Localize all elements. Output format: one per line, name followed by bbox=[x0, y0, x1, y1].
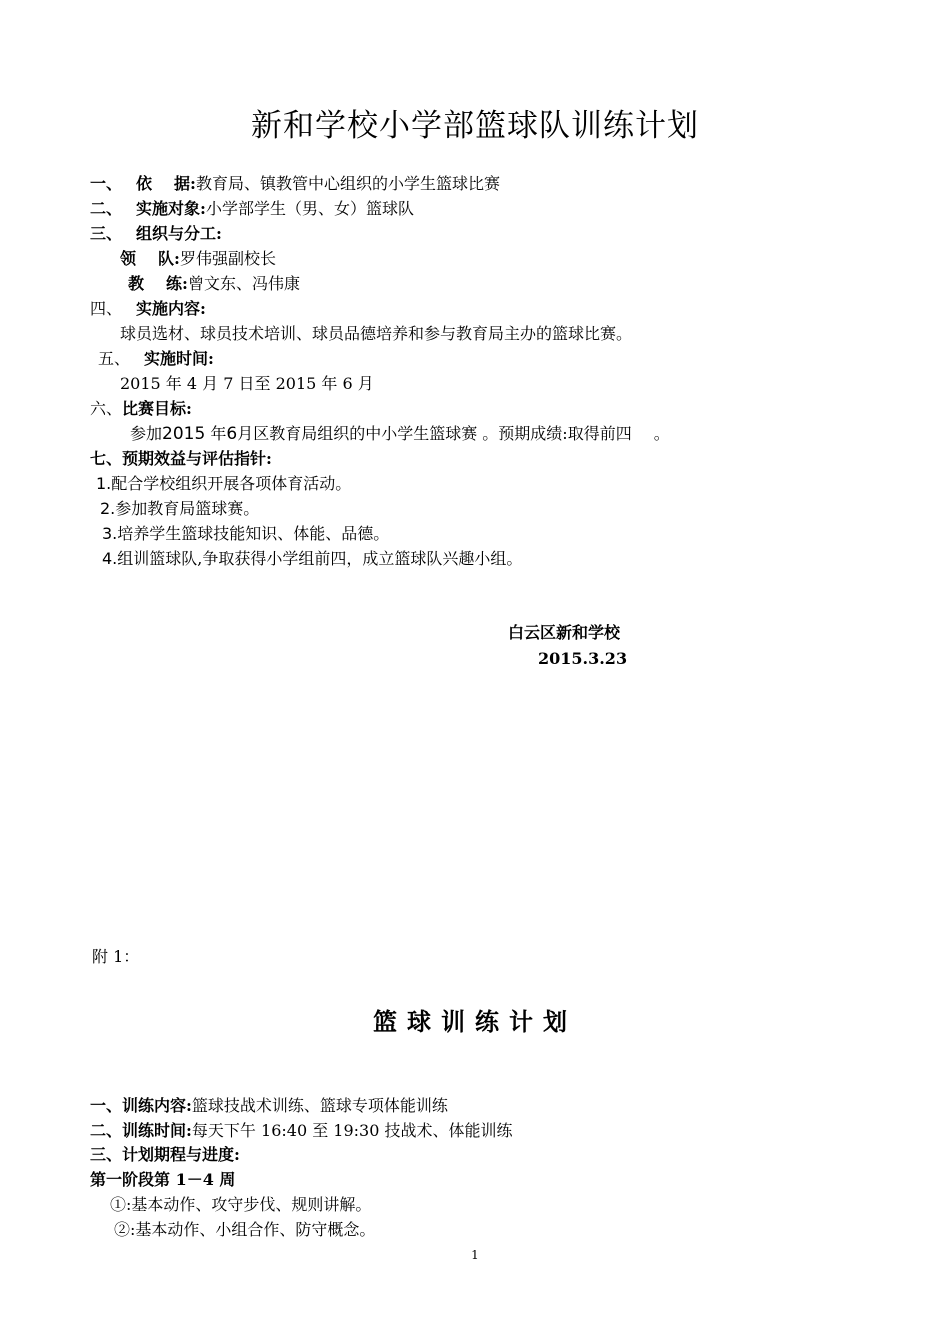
plan-label: 一、训练内容: bbox=[90, 1096, 192, 1115]
section-label: 据: bbox=[174, 174, 196, 193]
section-time-text: 2015 年 4 月 7 日至 2015 年 6 月 bbox=[120, 374, 374, 393]
goal-text-part: 月区教育局组织的中小学生篮球赛 。预期成绩:取得前四 bbox=[237, 424, 632, 443]
goal-text-part: 年 bbox=[210, 424, 227, 443]
section-content-text: 球员选材、球员技术培训、球员品德培养和参与教育局主办的篮球比赛。 bbox=[120, 324, 633, 343]
signature-org: 白云区新和学校 bbox=[508, 623, 621, 642]
section-label: 比赛目标: bbox=[122, 399, 192, 418]
section-number: 五、 bbox=[98, 349, 131, 368]
section-goal bbox=[90, 399, 192, 419]
plan-item: ②:基本动作、小组合作、防守概念。 bbox=[114, 1220, 376, 1239]
signature-date: 2015.3.23 bbox=[538, 649, 628, 668]
list-number: 1. bbox=[96, 474, 112, 493]
section-basis bbox=[90, 174, 500, 194]
section-label: 预期效益与评估指针: bbox=[122, 449, 272, 468]
team-leader bbox=[120, 249, 276, 269]
plan-text: 篮球技战术训练、篮球专项体能训练 bbox=[191, 1096, 448, 1115]
list-text: 培养学生篮球技能知识、体能、品德。 bbox=[117, 524, 390, 543]
role-text: 曾文东、冯伟康 bbox=[187, 274, 300, 293]
role-label: 练: bbox=[166, 274, 188, 293]
role-label: 教 bbox=[128, 274, 145, 293]
plan-content bbox=[90, 1096, 448, 1116]
section-benefits bbox=[90, 449, 272, 469]
section-organization bbox=[90, 224, 222, 244]
list-item bbox=[100, 499, 259, 519]
list-text: 配合学校组织开展各项体育活动。 bbox=[111, 474, 352, 493]
plan-text: 每天下午 16:40 至 19:30 技战术、体能训练 bbox=[191, 1121, 513, 1140]
list-text: 组训篮球队,争取获得小学组前四，成立篮球队兴趣小组。 bbox=[117, 549, 523, 568]
section-label: 实施对象: bbox=[136, 199, 206, 218]
list-item bbox=[102, 524, 389, 544]
section-target bbox=[90, 199, 414, 219]
list-text: 参加教育局篮球赛。 bbox=[115, 499, 260, 518]
section-text: 小学部学生（男、女）篮球队 bbox=[205, 199, 414, 218]
section-number: 六、 bbox=[90, 399, 123, 418]
goal-text-part: 参加 bbox=[130, 424, 163, 443]
goal-month: 6 bbox=[226, 424, 238, 444]
role-label: 队: bbox=[158, 249, 180, 268]
list-number: 4. bbox=[102, 549, 118, 568]
section-label: 依 bbox=[136, 174, 153, 193]
appendix-title: 篮球训练计划 bbox=[373, 1008, 577, 1036]
section-number: 二、 bbox=[90, 199, 123, 218]
appendix-label: 附 1： bbox=[92, 947, 140, 966]
role-text: 罗伟强副校长 bbox=[179, 249, 276, 268]
section-text: 教育局、镇教管中心组织的小学生篮球比赛 bbox=[195, 174, 500, 193]
role-label: 领 bbox=[120, 249, 137, 268]
plan-time bbox=[90, 1121, 513, 1141]
plan-stage: 第一阶段第 1－4 周 bbox=[90, 1170, 236, 1189]
section-number: 七、 bbox=[90, 449, 123, 468]
plan-label: 二、训练时间: bbox=[90, 1121, 192, 1140]
section-number: 三、 bbox=[90, 224, 123, 243]
goal-year: 2015 bbox=[162, 424, 206, 444]
section-goal-text bbox=[130, 424, 670, 444]
list-number: 2. bbox=[100, 499, 116, 518]
section-content bbox=[90, 299, 206, 319]
section-number: 一、 bbox=[90, 174, 123, 193]
section-time bbox=[98, 349, 214, 369]
section-label: 实施内容: bbox=[136, 299, 206, 318]
page-title: 新和学校小学部篮球队训练计划 bbox=[251, 108, 699, 144]
section-number: 四、 bbox=[90, 299, 123, 318]
goal-text-part: 。 bbox=[653, 424, 670, 443]
plan-schedule: 三、计划期程与进度: bbox=[90, 1145, 240, 1164]
page-number: 1 bbox=[471, 1248, 479, 1262]
section-label: 实施时间: bbox=[144, 349, 214, 368]
team-coach bbox=[128, 274, 300, 294]
plan-item: ①:基本动作、攻守步伐、规则讲解。 bbox=[110, 1195, 372, 1214]
list-item bbox=[96, 474, 351, 494]
section-label: 组织与分工: bbox=[136, 224, 222, 243]
list-number: 3. bbox=[102, 524, 118, 543]
list-item bbox=[102, 549, 522, 569]
